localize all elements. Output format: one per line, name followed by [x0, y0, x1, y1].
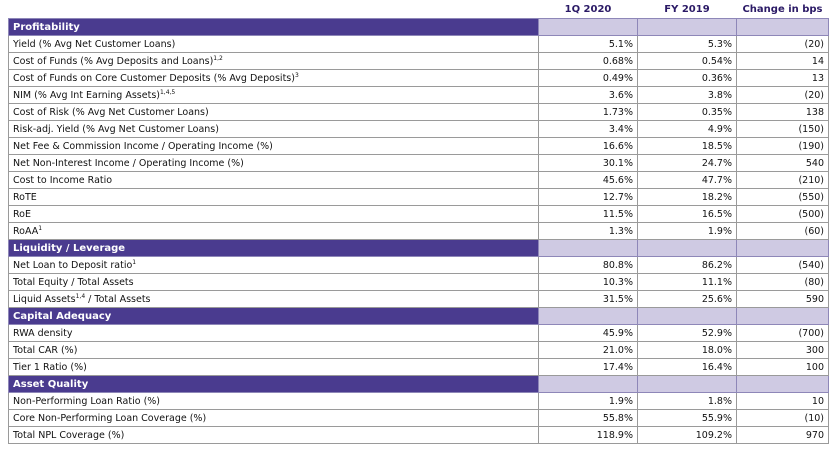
- table-row: [9, 410, 829, 427]
- metric-label-text: Core Non-Performing Loan Coverage (%): [13, 412, 207, 424]
- metric-label-text: Cost to Income Ratio: [13, 174, 113, 186]
- value-fy2019: 24.7%: [638, 155, 737, 172]
- metric-label: [9, 36, 539, 53]
- section-header: [9, 308, 829, 325]
- value-1q2020: 80.8%: [539, 257, 638, 274]
- metric-label-text: Tier 1 Ratio (%): [13, 361, 87, 373]
- metric-label: [9, 87, 539, 104]
- value-fy2019: 109.2%: [638, 427, 737, 444]
- value-1q2020: 1.73%: [539, 104, 638, 121]
- metric-label-text: Net Loan to Deposit ratio: [13, 259, 133, 271]
- kpi-table: [8, 0, 829, 444]
- value-1q2020: 17.4%: [539, 359, 638, 376]
- metric-label: [9, 410, 539, 427]
- footnote-marker: 1: [132, 258, 137, 266]
- metric-label-text: Cost of Funds on Core Customer Deposits (% Avg Deposits): [13, 72, 295, 84]
- section-header: [9, 19, 829, 36]
- table-row: [9, 155, 829, 172]
- value-fy2019: 18.0%: [638, 342, 737, 359]
- value-fy2019: 3.8%: [638, 87, 737, 104]
- section-title: Liquidity / Leverage: [9, 240, 539, 257]
- table-body: [9, 19, 829, 444]
- value-change-bps: 10: [737, 393, 829, 410]
- value-1q2020: 0.68%: [539, 53, 638, 70]
- footnote-marker: 1,4,5: [159, 88, 176, 96]
- section-band-cell: [539, 376, 638, 393]
- table-row: [9, 325, 829, 342]
- table-row: [9, 121, 829, 138]
- metric-label: [9, 206, 539, 223]
- metric-label: [9, 104, 539, 121]
- value-1q2020: 1.3%: [539, 223, 638, 240]
- metric-label-text: Net Fee & Commission Income / Operating Income (%): [13, 140, 273, 152]
- header-col-fy2019: FY 2019: [664, 3, 710, 15]
- table-row: [9, 36, 829, 53]
- value-1q2020: 55.8%: [539, 410, 638, 427]
- value-change-bps: 100: [737, 359, 829, 376]
- value-fy2019: 4.9%: [638, 121, 737, 138]
- table-row: [9, 291, 829, 308]
- value-1q2020: 0.49%: [539, 70, 638, 87]
- value-fy2019: 18.2%: [638, 189, 737, 206]
- value-change-bps: (500): [737, 206, 829, 223]
- metric-label-suffix: / Total Assets: [85, 293, 151, 305]
- value-change-bps: (150): [737, 121, 829, 138]
- value-fy2019: 52.9%: [638, 325, 737, 342]
- value-1q2020: 1.9%: [539, 393, 638, 410]
- value-fy2019: 0.35%: [638, 104, 737, 121]
- value-fy2019: 0.36%: [638, 70, 737, 87]
- value-1q2020: 31.5%: [539, 291, 638, 308]
- metric-label: [9, 257, 539, 274]
- value-1q2020: 5.1%: [539, 36, 638, 53]
- header-col-change: Change in bps: [742, 3, 823, 15]
- value-1q2020: 3.4%: [539, 121, 638, 138]
- table-row: [9, 223, 829, 240]
- section-header: [9, 240, 829, 257]
- section-band-cell: [539, 240, 638, 257]
- value-change-bps: (20): [737, 36, 829, 53]
- table-row: [9, 206, 829, 223]
- metric-label-text: Net Non-Interest Income / Operating Income (%): [13, 157, 244, 169]
- section-band-cell: [638, 376, 737, 393]
- value-change-bps: (190): [737, 138, 829, 155]
- value-1q2020: 45.6%: [539, 172, 638, 189]
- metric-label: [9, 291, 539, 308]
- metric-label-text: Yield (% Avg Net Customer Loans): [13, 38, 176, 50]
- metric-label: [9, 53, 539, 70]
- header-row: [9, 0, 829, 19]
- value-change-bps: (10): [737, 410, 829, 427]
- value-change-bps: 590: [737, 291, 829, 308]
- metric-label: [9, 223, 539, 240]
- metric-label: [9, 155, 539, 172]
- header-col-1q2020: 1Q 2020: [564, 3, 612, 15]
- value-fy2019: 16.5%: [638, 206, 737, 223]
- metric-label-text: Total CAR (%): [13, 344, 78, 356]
- value-change-bps: (550): [737, 189, 829, 206]
- value-fy2019: 47.7%: [638, 172, 737, 189]
- table-row: [9, 53, 829, 70]
- metric-label: [9, 325, 539, 342]
- table-row: [9, 70, 829, 87]
- value-change-bps: 970: [737, 427, 829, 444]
- value-1q2020: 118.9%: [539, 427, 638, 444]
- footnote-marker: 1: [38, 224, 43, 232]
- table-row: [9, 359, 829, 376]
- section-header: [9, 376, 829, 393]
- value-fy2019: 1.8%: [638, 393, 737, 410]
- metric-label: [9, 138, 539, 155]
- value-change-bps: (80): [737, 274, 829, 291]
- metric-label-text: Cost of Risk (% Avg Net Customer Loans): [13, 106, 209, 118]
- value-1q2020: 11.5%: [539, 206, 638, 223]
- value-fy2019: 55.9%: [638, 410, 737, 427]
- section-title: Capital Adequacy: [9, 308, 539, 325]
- value-change-bps: (540): [737, 257, 829, 274]
- value-1q2020: 3.6%: [539, 87, 638, 104]
- value-fy2019: 0.54%: [638, 53, 737, 70]
- metric-label-text: Cost of Funds (% Avg Deposits and Loans): [13, 55, 214, 67]
- footnote-marker: 3: [294, 71, 299, 79]
- value-1q2020: 30.1%: [539, 155, 638, 172]
- value-1q2020: 45.9%: [539, 325, 638, 342]
- metric-label: [9, 342, 539, 359]
- value-fy2019: 86.2%: [638, 257, 737, 274]
- table-row: [9, 104, 829, 121]
- table-row: [9, 427, 829, 444]
- metric-label: [9, 274, 539, 291]
- footnote-marker: 1,2: [213, 54, 223, 62]
- table-row: [9, 342, 829, 359]
- metric-label: [9, 189, 539, 206]
- value-change-bps: (210): [737, 172, 829, 189]
- section-band-cell: [737, 376, 829, 393]
- metric-label-text: Total NPL Coverage (%): [13, 429, 125, 441]
- value-change-bps: 13: [737, 70, 829, 87]
- section-band-cell: [539, 308, 638, 325]
- metric-label: [9, 121, 539, 138]
- value-change-bps: 540: [737, 155, 829, 172]
- metric-label: [9, 172, 539, 189]
- value-change-bps: (20): [737, 87, 829, 104]
- metric-label: [9, 393, 539, 410]
- value-change-bps: 138: [737, 104, 829, 121]
- table-row: [9, 189, 829, 206]
- value-change-bps: (700): [737, 325, 829, 342]
- section-band-cell: [539, 19, 638, 36]
- metric-label-text: Risk-adj. Yield (% Avg Net Customer Loans): [13, 123, 219, 135]
- value-1q2020: 21.0%: [539, 342, 638, 359]
- section-band-cell: [737, 308, 829, 325]
- metric-label-text: Total Equity / Total Assets: [13, 276, 134, 288]
- value-change-bps: 14: [737, 53, 829, 70]
- metric-label-text: RWA density: [13, 327, 73, 339]
- section-band-cell: [638, 308, 737, 325]
- table-row: [9, 393, 829, 410]
- value-fy2019: 1.9%: [638, 223, 737, 240]
- value-fy2019: 11.1%: [638, 274, 737, 291]
- value-fy2019: 18.5%: [638, 138, 737, 155]
- value-1q2020: 12.7%: [539, 189, 638, 206]
- value-change-bps: 300: [737, 342, 829, 359]
- metric-label: [9, 427, 539, 444]
- table-row: [9, 87, 829, 104]
- metric-label-text: RoAA: [13, 225, 39, 237]
- metric-label: [9, 359, 539, 376]
- value-change-bps: (60): [737, 223, 829, 240]
- value-1q2020: 16.6%: [539, 138, 638, 155]
- table-row: [9, 274, 829, 291]
- table-row: [9, 172, 829, 189]
- section-band-cell: [638, 19, 737, 36]
- value-1q2020: 10.3%: [539, 274, 638, 291]
- metric-label-text: NIM (% Avg Int Earning Assets): [13, 89, 160, 101]
- value-fy2019: 16.4%: [638, 359, 737, 376]
- metric-label-text: RoE: [13, 208, 31, 220]
- value-fy2019: 25.6%: [638, 291, 737, 308]
- header-blank: [9, 0, 539, 19]
- section-band-cell: [737, 240, 829, 257]
- metric-label-text: RoTE: [13, 191, 37, 203]
- metric-label: [9, 70, 539, 87]
- section-title: Asset Quality: [9, 376, 539, 393]
- section-band-cell: [638, 240, 737, 257]
- metric-label-text: Non-Performing Loan Ratio (%): [13, 395, 161, 407]
- table-row: [9, 257, 829, 274]
- table-row: [9, 138, 829, 155]
- section-band-cell: [737, 19, 829, 36]
- metric-label-text: Liquid Assets: [13, 293, 76, 305]
- section-title: Profitability: [9, 19, 539, 36]
- value-fy2019: 5.3%: [638, 36, 737, 53]
- footnote-marker: 1,4: [75, 292, 86, 300]
